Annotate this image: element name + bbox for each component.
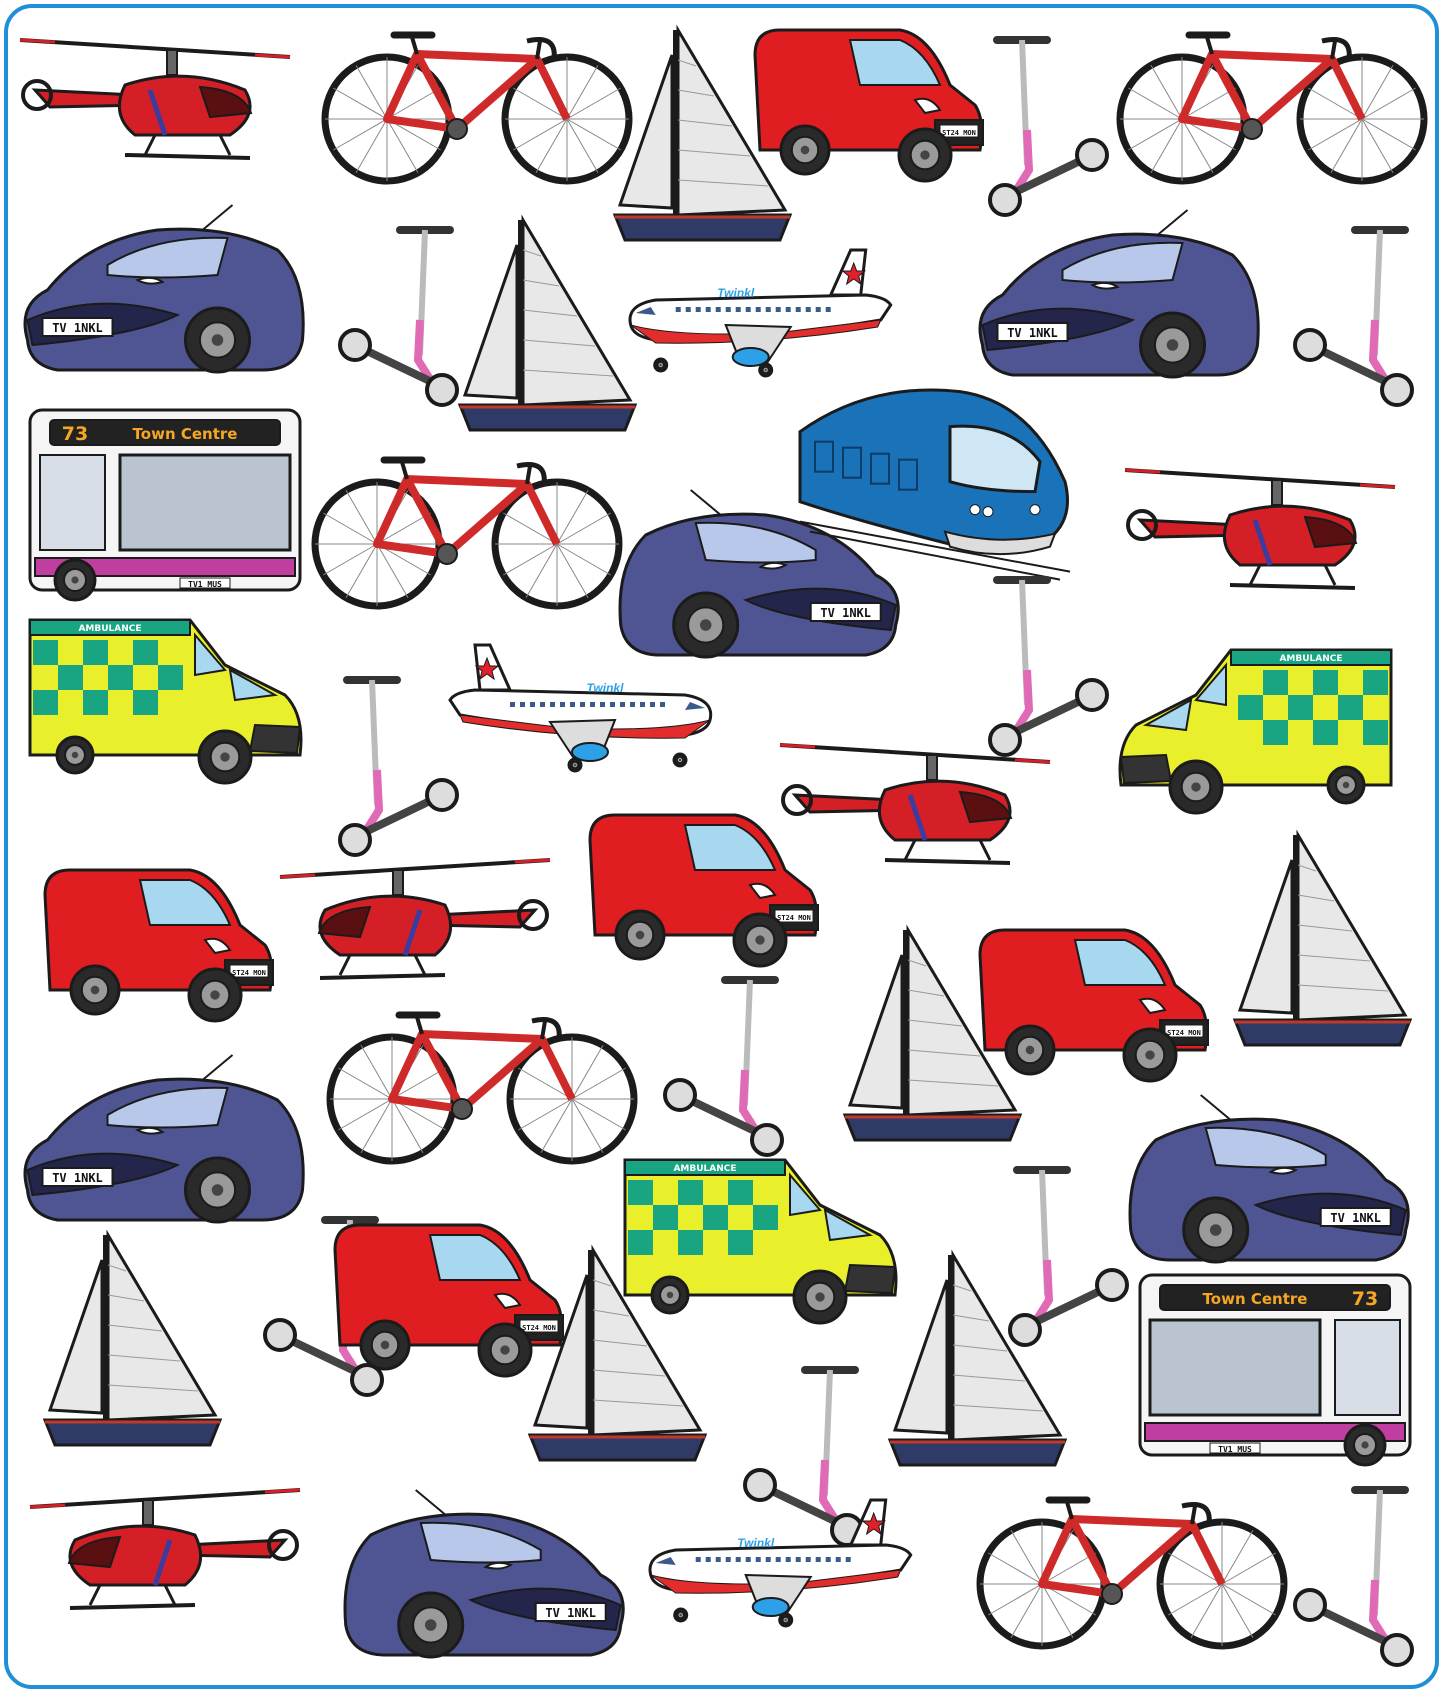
bicycle-illustration bbox=[980, 1500, 1284, 1646]
scooter-illustration bbox=[1295, 1490, 1412, 1665]
van-plate-text: ST24 MON bbox=[942, 129, 976, 137]
van-plate-text: ST24 MON bbox=[522, 1324, 556, 1332]
plane-airline-logo: Twinkl bbox=[717, 286, 755, 300]
car-illustration bbox=[980, 210, 1258, 377]
sailboat-illustration bbox=[1235, 835, 1410, 1045]
van-illustration bbox=[590, 815, 818, 966]
plane-illustration bbox=[450, 645, 711, 771]
helicopter-illustration bbox=[1125, 470, 1395, 588]
bus-illustration bbox=[30, 410, 300, 600]
plane-illustration bbox=[650, 1500, 911, 1626]
bicycle-illustration bbox=[1120, 35, 1424, 181]
sailboat-illustration bbox=[460, 220, 635, 430]
plane-illustration bbox=[630, 250, 891, 376]
plane-airline-logo: Twinkl bbox=[586, 681, 624, 695]
bus-route-number: 73 bbox=[1351, 1288, 1379, 1310]
helicopter-illustration bbox=[30, 1490, 300, 1608]
bicycle-illustration bbox=[330, 1015, 634, 1161]
scooter-illustration bbox=[990, 40, 1107, 215]
scooter-illustration bbox=[1295, 230, 1412, 405]
car-plate-text: TV 1NKL bbox=[1330, 1211, 1382, 1225]
ambulance-lettering: AMBULANCE bbox=[1279, 654, 1343, 664]
car-plate-text: TV 1NKL bbox=[820, 606, 872, 620]
car-illustration bbox=[345, 1490, 623, 1657]
scooter-illustration bbox=[990, 580, 1107, 755]
car-illustration bbox=[1130, 1095, 1408, 1262]
scooter-illustration bbox=[340, 230, 457, 405]
bus-plate-text: TV1 MUS bbox=[188, 580, 222, 589]
car-plate-text: TV 1NKL bbox=[52, 321, 103, 335]
ambulance-lettering: AMBULANCE bbox=[78, 624, 142, 634]
ambulance-illustration bbox=[1120, 650, 1391, 813]
bus-destination-sign: Town Centre bbox=[1202, 1290, 1308, 1308]
car-plate-text: TV 1NKL bbox=[545, 1606, 597, 1620]
helicopter-illustration bbox=[780, 745, 1050, 863]
car-illustration bbox=[25, 1055, 303, 1222]
van-illustration bbox=[980, 930, 1208, 1081]
scooter-illustration bbox=[665, 980, 782, 1155]
car-plate-text: TV 1NKL bbox=[52, 1171, 103, 1185]
bicycle-illustration bbox=[315, 460, 619, 606]
scooter-illustration bbox=[340, 680, 457, 855]
plane-airline-logo: Twinkl bbox=[737, 1536, 775, 1550]
bicycle-illustration bbox=[325, 35, 629, 181]
van-illustration bbox=[335, 1225, 563, 1376]
ambulance-illustration bbox=[30, 620, 301, 783]
helicopter-illustration bbox=[280, 860, 550, 978]
scooter-illustration bbox=[745, 1370, 862, 1545]
van-plate-text: ST24 MON bbox=[232, 969, 266, 977]
helicopter-illustration bbox=[20, 40, 290, 158]
ambulance-illustration bbox=[625, 1160, 896, 1323]
van-illustration bbox=[755, 30, 983, 181]
scooter-illustration bbox=[1010, 1170, 1127, 1345]
bus-destination-sign: Town Centre bbox=[132, 425, 238, 443]
van-plate-text: ST24 MON bbox=[777, 914, 811, 922]
bus-route-number: 73 bbox=[61, 423, 89, 445]
van-illustration bbox=[45, 870, 273, 1021]
car-illustration bbox=[25, 205, 303, 372]
bus-illustration bbox=[1140, 1275, 1410, 1465]
car-plate-text: TV 1NKL bbox=[1007, 326, 1058, 340]
sailboat-illustration bbox=[45, 1235, 220, 1445]
ambulance-lettering: AMBULANCE bbox=[673, 1164, 737, 1174]
sailboat-illustration bbox=[890, 1255, 1065, 1465]
van-plate-text: ST24 MON bbox=[1167, 1029, 1201, 1037]
bus-plate-text: TV1 MUS bbox=[1218, 1445, 1252, 1454]
